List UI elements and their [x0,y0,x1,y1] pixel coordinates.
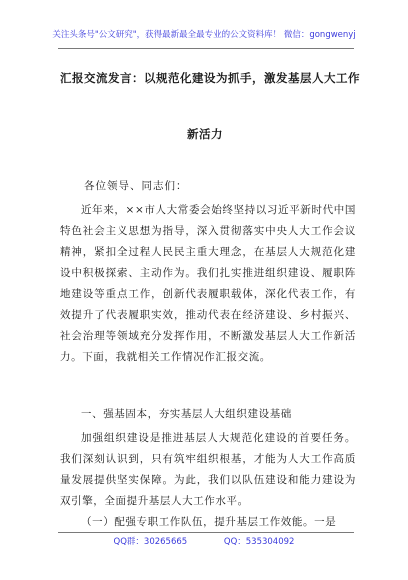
document-title-line-2: 新活力 [187,127,223,141]
subsection-heading-1: （一）配强专职工作队伍，提升基层工作效能。一是 [81,516,337,528]
footer-qq: QQ：535304092 [223,537,295,547]
footer-contact [0,535,408,547]
header-banner: 关注头条号"公文研究"，获得最新最全最专业的公文资料库！ 微信：gongwenyj [52,30,356,40]
footer-qq-group: QQ群：30265665 [113,537,188,547]
body-paragraph-1: 近年来，××市人大常委会始终坚持以习近平新时代中国特色社会主义思想为指导，深入贯彻落实中央人大工作会议精神，紧扣全过程人民民主重大理念，在基层人大规范化建设中积极探索、主动作为。我们扎实推进组织建设、履职阵地建设等重点工作，创新代表履职载体，深化代表工作，有效提升了代表履职实效，推动代表在经济建设、乡村振兴、社会治理等领域充分发挥作用，不断激发基层人大工作新活力。下面，我就相关工作情况作汇报交流。 [60,204,356,363]
document-title-line-1: 汇报交流发言：以规范化建设为抓手，激发基层人大工作 [60,71,360,85]
section-heading-1: 一、强基固本，夯实基层人大组织建设基础 [81,408,292,420]
salutation: 各位领导、同志们： [84,180,188,192]
header-divider [58,48,354,49]
footer-divider [58,532,354,533]
body-paragraph-2: 加强组织建设是推进基层人大规范化建设的首要任务。我们深刻认识到，只有筑牢组织根基，才能为人大工作高质量发展提供坚实保障。为此，我们以队伍建设和能力建设为双引擎，全面提升基层人大工作水平。 [60,432,356,507]
